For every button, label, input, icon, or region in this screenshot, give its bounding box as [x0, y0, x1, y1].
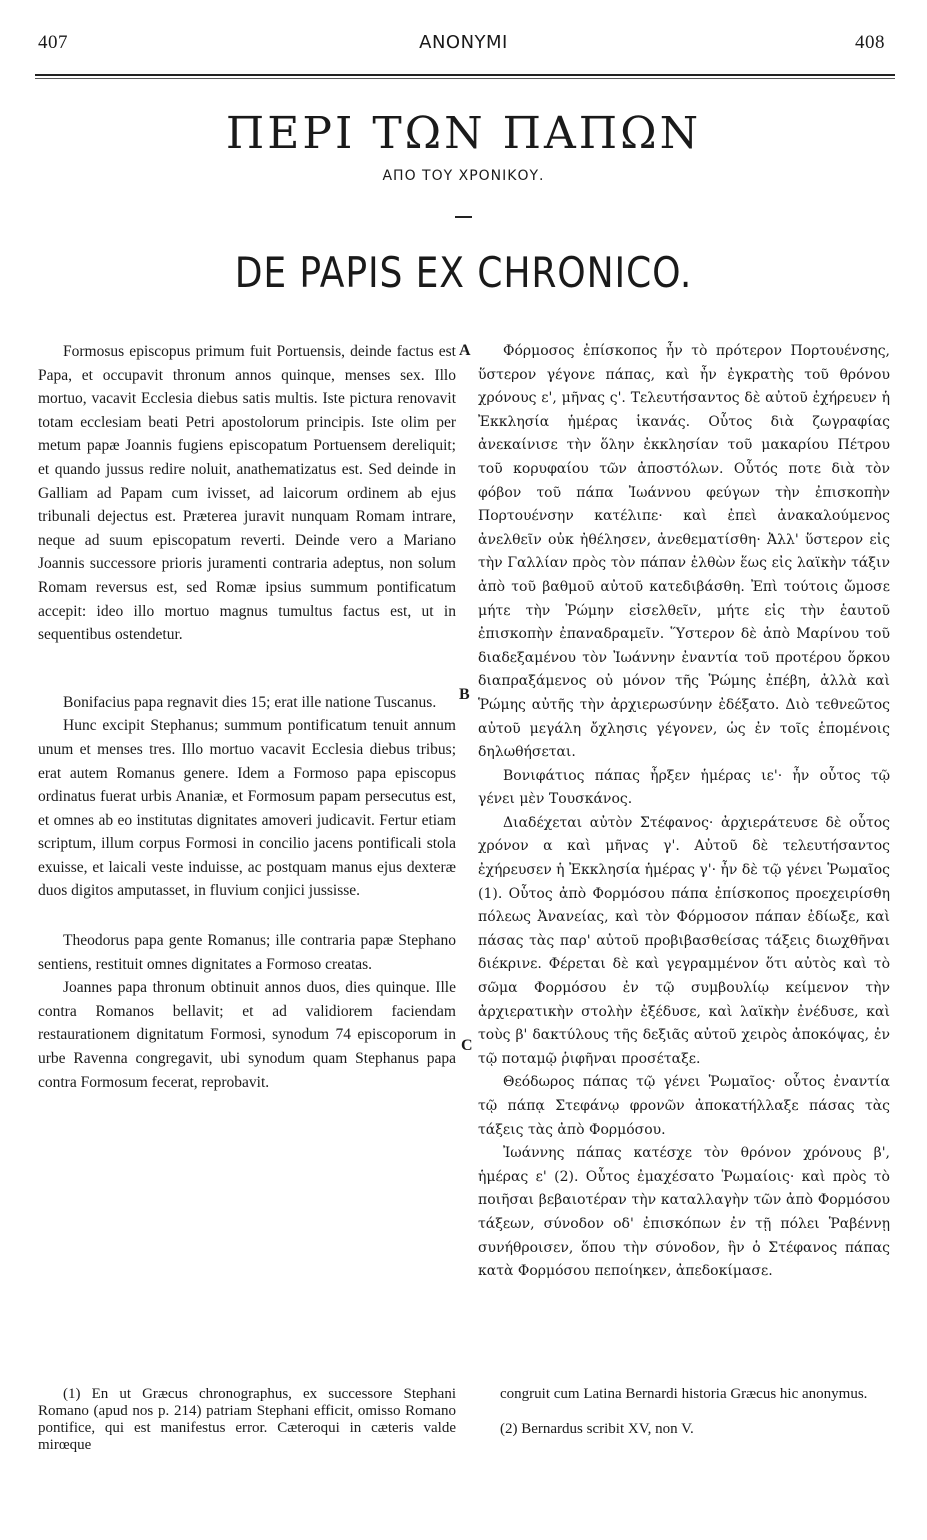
header-rule [35, 74, 895, 76]
section-marker-c: C [461, 1037, 473, 1054]
latin-paragraph-stephanus: Hunc excipit Stephanus; summum pontificatum tenuit annum unum et menses tres. Illo mortuo vacavit Ecclesia diebus tribus; erat autem Romanus genere. Idem a Formoso papa episcopus ordinatus fuerat urbis Ananiæ, et Formosum papam persecutus est, et omnes ab eo institutas dignitates amoveri judicavit. Fertur etiam scriptum, illum corpus Formosi in concilio jacens pontificali stola exuisse, et laicali veste induisse, ac postquam manus ejus dexteræ duos digitos amputasset, in fluvium conjici jussisse. [38, 717, 456, 900]
page-number-right: 408 [855, 32, 885, 53]
greek-paragraph-formosus: Φόρμοσος ἐπίσκοπος ἦν τὸ πρότερον Πορτουένσης, ὕστερον γέγονε πάπας, καὶ ἦν ἐγκρατὴς τοῦ θρόνου χρόνους ε', μῆνας ς'. Τελευτήσαντος δὲ αὐτοῦ ἐχήρευεν ἡ Ἐκκλησία ἡμέρας ἱκανάς. Οὗτος διὰ ζωγραφίας ἀνεκαίνισε τὴν ὅλην ἐκκλησίαν τοῦ μακαρίου Πέτρου τοῦ κορυφαίου τῶν ἀποστόλων. Οὗτός ποτε διὰ τὸν φόβον τοῦ πάπα Ἰωάννου φεύγων τὴν ἐπισκοπὴν Πορτουένσην κατέλιπε· καὶ ἐπεὶ ἀνακαλούμενος ἀνελθεῖν οὐκ ἠθέλησεν, ἀνεθεματίσθη· Ἀλλ' ὕστερον εἰς τὴν Γαλλίαν πρὸς τὸν πάπαν ἐλθὼν ἕως εἰς λαϊκὴν τάξιν ἀπὸ τοῦ βαθμοῦ αὐτοῦ κατεδιβάσθη. Ἐπὶ τούτοις ὤμοσε μήτε τὴν Ῥώμην εἰσελθεῖν, μήτε εἰς τὴν ἑαυτοῦ ἐπισκοπὴν ἐπαναδραμεῖν. Ὕστερον δὲ ἀπὸ Μαρίνου τοῦ διαδεξαμένου τὸν Ἰωάννην ἐναντία τοῦ προτέρου ὅρκου διαπραξάμενος οὐ μόνον τῆς Ῥώμης ἐπέβη, ἀλλὰ καὶ Ῥώμης αὐτῆς τὴν ἀρχιερωσύνην ἐδέξατο. Διὸ τεθνεῶτος αὐτοῦ μεγάλη ὄχλησις γέγονεν, ὡς ἐν τοῖς ἑπομένοις δηλωθήσεται. [478, 343, 890, 761]
title-dash [455, 216, 472, 218]
greek-paragraph-stephanus: Διαδέχεται αὐτὸν Στέφανος· ἀρχιεράτευσε δὲ οὗτος χρόνον α καὶ μῆνας γ'. Αὐτοῦ δὲ τελευτήσαντος ἐχήρευσεν ἡ Ἐκκλησία ἡμέρας γ'· ἦν δὲ τῷ γένει Ῥωμαῖος (1). Οὗτος ἀπὸ Φορμόσου πάπα ἐπίσκοπος προεχειρίσθη πόλεως Ἀνανείας, καὶ τὸν Φόρμοσον πάπαν ἐδίωξε, καὶ πάσας τὰς παρ' αὐτοῦ προβιβασθείσας τάξεις διωχθῆναι διέκρινε. Φέρεται δὲ καὶ γεγραμμένον ὅτι αὐτὸς καὶ τὸ σῶμα Φορμόσου ἐν τῷ συμβουλίῳ κείμενον τὴν ἀρχιερατικὴν στολὴν ἐξέδυσε, καὶ λαϊκὴν ἐνέδυσε, καὶ τοὺς β' δακτύλους τῆς δεξιᾶς αὐτοῦ χειρὸς ἀποκόψας, ἐν τῷ ποταμῷ ῥιφῆναι προσέταξε. [478, 814, 890, 1067]
latin-title: DE PAPIS EX CHRONICO. [234, 248, 693, 297]
greek-column [478, 340, 890, 1284]
latin-paragraph-bonifacius: Bonifacius papa regnavit dies 15; erat ille natione Tuscanus. [63, 693, 437, 711]
greek-paragraph-theodorus: Θεόδωρος πάπας τῷ γένει Ῥωμαῖος· οὗτος ἐναντία τῷ πάπᾳ Στεφάνῳ φρονῶν ἀποκατήλλαξε πάσας τὰς τάξεις τὰς ἀπὸ Φορμόσου. [478, 1074, 890, 1138]
latin-paragraph-joannes: Joannes papa thronum obtinuit annos duos, dies quinque. Ille contra Romanos bellavit; et ad validiorem faciendam restaurationem dignitatum Formosi, synodum 74 episcoporum in urbe Ravenna congregavit, ubi synodum quam Stephanus papa contra Formosum fecerat, reprobavit. [38, 979, 456, 1091]
footnote-1-continued: congruit cum Latina Bernardi historia Græcus hic anonymus. [500, 1386, 868, 1402]
greek-subtitle: ΑΠΟ ΤΟΥ ΧΡΟΝΙΚΟΥ. [382, 168, 545, 184]
footnote-1: (1) En ut Græcus chronographus, ex successore Stephani Romano (apud nos p. 214) patriam Stephani efficit, omisso Romano pontifice, qui est manifestus error. Cæteroqui in cæteris valde mirœque [38, 1386, 456, 1453]
greek-paragraph-joannes: Ἰωάννης πάπας κατέσχε τὸν θρόνον χρόνους β', ἡμέρας ε' (2). Οὗτος ἐμαχέσατο Ῥωμαίοις· καὶ πρὸς τὸ ποιῆσαι βεβαιοτέραν τὴν καταλλαγὴν τῶν ἀπὸ Φορμόσου τάξεων, σύνοδον οδ' ἐπισκόπων ἐν τῇ πόλει Ῥαβέννῃ συνήθροισεν, ὅπου τὴν σύνοδον, ἣν ὁ Στέφανος πάπας κατὰ Φορμόσου πεποίηκεν, ἀπεδοκίμασε. [478, 1145, 890, 1280]
greek-title: ΠΕΡΙ ΤΩΝ ΠΑΠΩΝ [225, 108, 702, 159]
latin-column [38, 340, 456, 1094]
section-marker-a: A [459, 342, 471, 359]
section-marker-b: B [459, 686, 470, 703]
latin-paragraph-theodorus: Theodorus papa gente Romanus; ille contraria papæ Stephano sentiens, restituit omnes dignitates a Formoso creatas. [38, 932, 456, 973]
footnote-2: (2) Bernardus scribit XV, non V. [500, 1421, 694, 1437]
running-title: ANONYMI [419, 32, 508, 53]
page-number-left: 407 [38, 32, 68, 53]
latin-paragraph-formosus: Formosus episcopus primum fuit Portuensis, deinde factus est Papa, et occupavit thronum annos quinque, menses sex. Illo mortuo, vacavit Ecclesia diebus satis multis. Iste pictura renovavit totam ecclesiam beati Petri apostolorum principis. Iste olim per metum papæ Joannis fugiens episcopatum Portuensem dereliquit; et quando jussus redire noluit, anathematizatus est. Sed deinde in Galliam ad Papam cum ivisset, ad laicorum ordinem ab ejus tribunali dejectus est. Præterea juravit nunquam Romam intrare, neque ad suum episcopatum reverti. Deinde vero a Mariano Joannis successore prioris juramenti contraria adeptus, non solum Romam reversus est, sed Romæ ipsius summum pontificatum accepit: ideo illo mortuo magnus tumultus factus est, ut in sequentibus ostendetur. [38, 343, 456, 644]
header-rule-thin [35, 78, 895, 79]
greek-paragraph-bonifacius: Βονιφάτιος πάπας ἦρξεν ἡμέρας ιε'· ἦν οὗτος τῷ γένει μὲν Τουσκάνος. [478, 767, 890, 808]
